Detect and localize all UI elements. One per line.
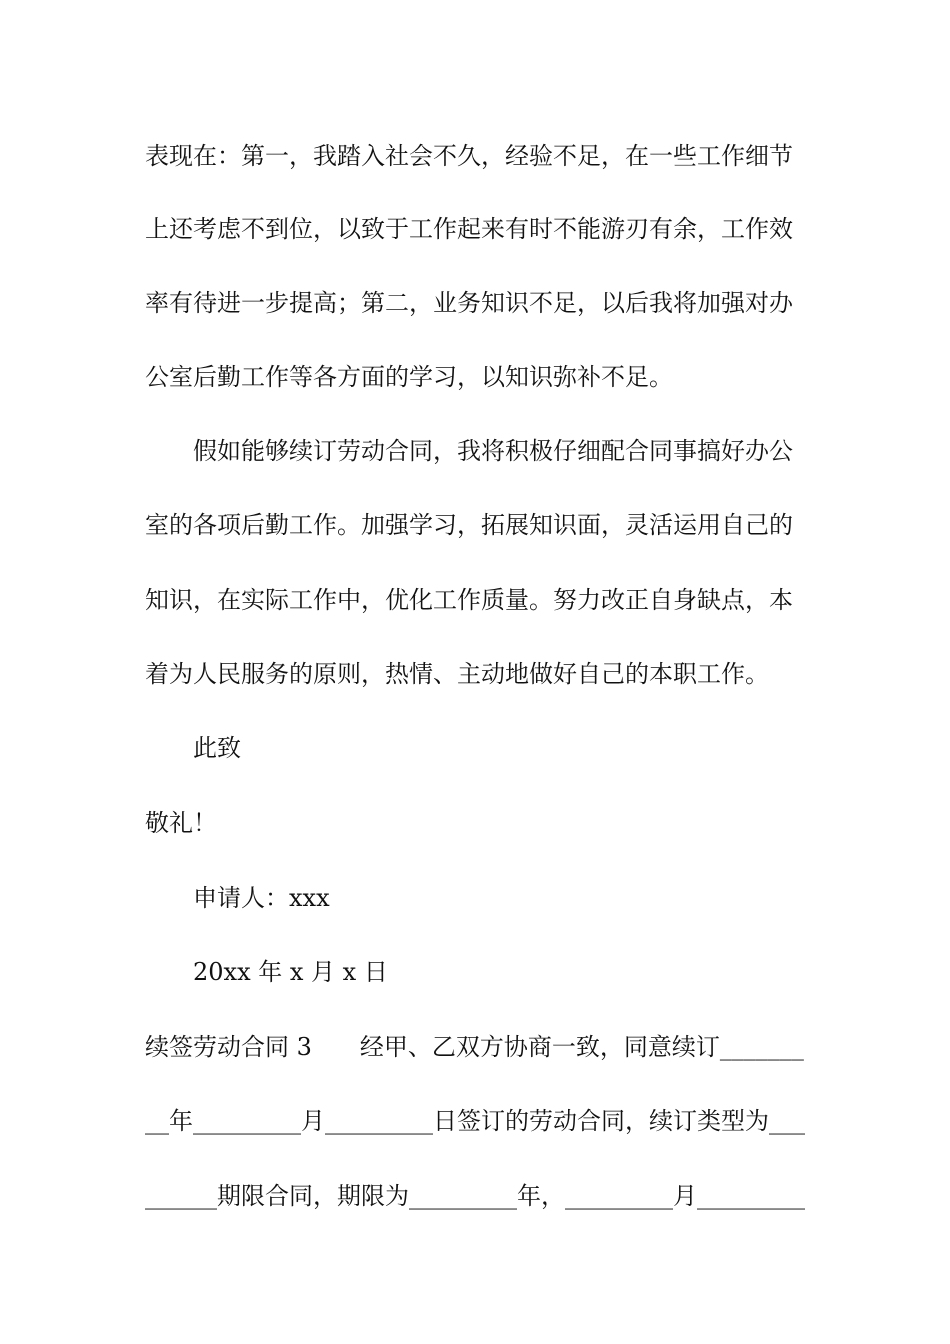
signature-date: 20xx 年 x 月 x 日: [193, 958, 388, 986]
section-heading-line: 续签劳动合同 3 经甲、乙双方协商一致，同意续订_______: [145, 1033, 804, 1061]
closing-regards: 敬礼！: [145, 809, 217, 837]
body-line: 上还考虑不到位，以致于工作起来有时不能游刃有余，工作效: [145, 215, 793, 243]
body-line: 表现在：第一，我踏入社会不久，经验不足，在一些工作细节: [145, 142, 793, 170]
body-line: ______期限合同，期限为_________年，_________月_________: [145, 1182, 805, 1210]
closing-salutation: 此致: [193, 734, 241, 762]
applicant-signature: 申请人：xxx: [193, 884, 330, 912]
body-line: 率有待进一步提高；第二，业务知识不足，以后我将加强对办: [145, 289, 793, 317]
body-line: 知识，在实际工作中，优化工作质量。努力改正自身缺点，本: [145, 586, 793, 614]
body-line: 室的各项后勤工作。加强学习，拓展知识面，灵活运用自己的: [145, 511, 793, 539]
body-line: 公室后勤工作等各方面的学习，以知识弥补不足。: [145, 363, 673, 391]
body-line: 着为人民服务的原则，热情、主动地做好自己的本职工作。: [145, 660, 769, 688]
body-line: 假如能够续订劳动合同，我将积极仔细配合同事搞好办公: [193, 437, 793, 465]
body-line: __年_________月_________日签订的劳动合同，续订类型为___: [145, 1107, 805, 1135]
